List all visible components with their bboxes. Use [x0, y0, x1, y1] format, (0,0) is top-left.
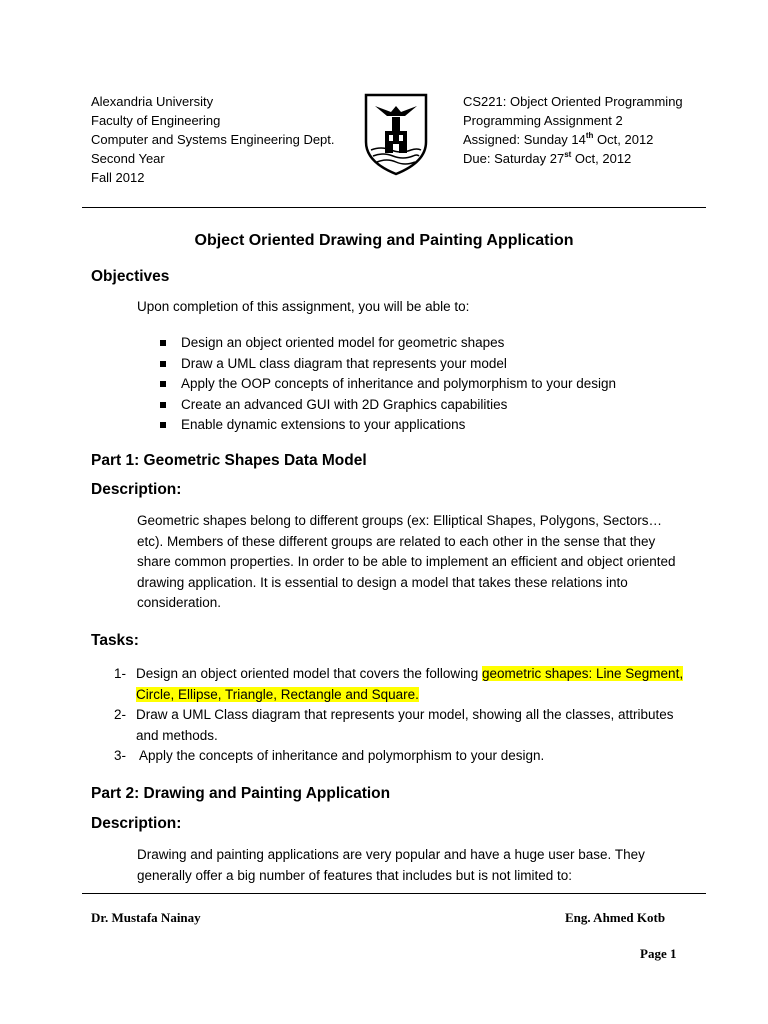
- header-department: Computer and Systems Engineering Dept.: [91, 132, 335, 147]
- header-year: Second Year: [91, 151, 165, 166]
- footer-divider: [82, 893, 706, 894]
- list-item: Draw a UML class diagram that represents your model: [158, 354, 616, 375]
- part1-tasks-heading: Tasks:: [91, 632, 139, 649]
- part1-tasks-list: [114, 664, 694, 767]
- footer-assistant: Eng. Ahmed Kotb: [565, 910, 666, 925]
- header-course-info: [463, 92, 683, 168]
- list-item: 2- Draw a UML Class diagram that represents your model, showing all the classes, attributes and methods.: [114, 707, 674, 743]
- list-item: Design an object oriented model for geometric shapes: [158, 333, 616, 354]
- footer-instructor: Dr. Mustafa Nainay: [91, 910, 201, 925]
- part2-description: Drawing and painting applications are very popular and have a huge user base. They generally offer a big number of features that includes but is not limited to:: [137, 847, 645, 883]
- list-item: 1- Design an object oriented model that covers the following geometric shapes: Line Segment, Circle, Ellipse, Triangle, Rectangle and Square.: [114, 666, 684, 702]
- header-assignment: Programming Assignment 2: [463, 113, 623, 128]
- header-university: Alexandria University: [91, 94, 214, 109]
- header-assigned-date: Assigned: Sunday 14th Oct, 2012: [463, 130, 654, 147]
- part1-heading: Part 1: Geometric Shapes Data Model: [91, 452, 367, 469]
- objectives-heading: Objectives: [91, 268, 170, 285]
- header-divider: [82, 207, 706, 208]
- list-item: 3- Apply the concepts of inheritance and polymorphism to your design.: [114, 748, 545, 763]
- list-item: Apply the OOP concepts of inheritance and polymorphism to your design: [158, 374, 616, 395]
- header-course: CS221: Object Oriented Programming: [463, 94, 683, 109]
- list-item: Enable dynamic extensions to your applications: [158, 415, 616, 436]
- list-item: Create an advanced GUI with 2D Graphics capabilities: [158, 395, 616, 416]
- part2-description-heading: Description:: [91, 815, 182, 832]
- document-title: Object Oriented Drawing and Painting Application: [194, 232, 574, 249]
- header-due-date: Due: Saturday 27st Oct, 2012: [463, 149, 632, 166]
- header-term: Fall 2012: [91, 170, 145, 185]
- header-institution: [91, 92, 335, 187]
- university-logo-icon: [361, 92, 431, 176]
- part1-description-heading: Description:: [91, 481, 182, 498]
- part2-heading: Part 2: Drawing and Painting Application: [91, 785, 391, 802]
- objectives-intro: Upon completion of this assignment, you will be able to:: [137, 299, 470, 314]
- page-number: Page 1: [640, 946, 677, 961]
- objectives-list: [158, 333, 616, 436]
- header-faculty: Faculty of Engineering: [91, 113, 221, 128]
- highlighted-text: geometric shapes: Line Segment, Circle, Ellipse, Triangle, Rectangle and Square.: [136, 666, 684, 702]
- part1-description: Geometric shapes belong to different groups (ex: Elliptical Shapes, Polygons, Sectors…etc). Members of these different groups are related to each other in the sense that they share common properties. In order to be able to implement an efficient and object oriented drawing application. It is essential to design a model that takes these relations into consideration.: [137, 513, 676, 610]
